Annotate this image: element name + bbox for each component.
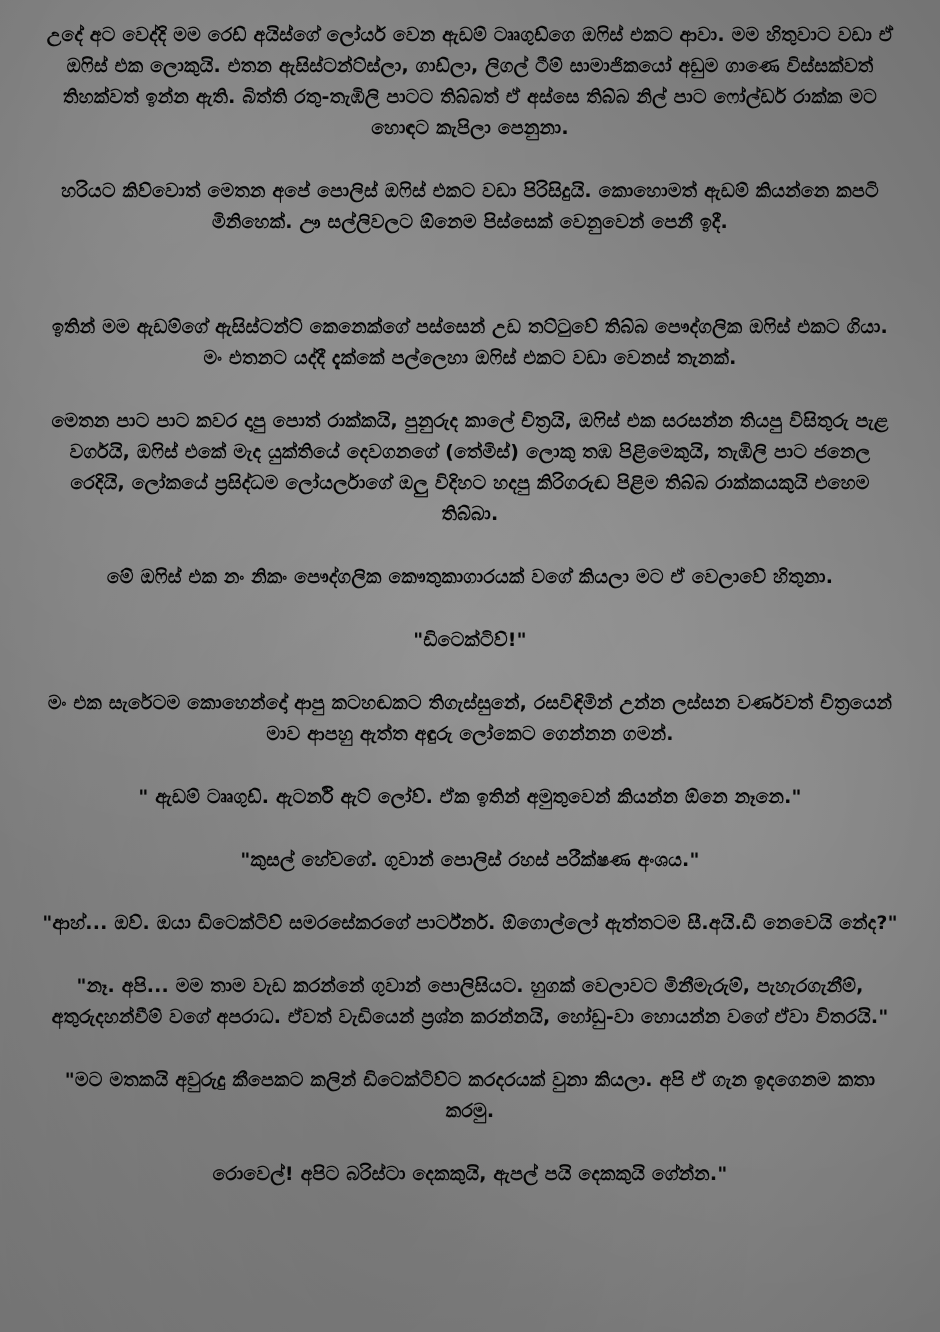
dialogue-kusal-intro: "කුසල් හේවගේ. ගුවාන් පොලිස් රහස් පරීක්ෂණ අංශය.": [240, 849, 700, 871]
dialogue-adam-partner: "ආහ්... ඔව්. ඔයා ඩිටෙක්ටිව් සමරසේකරගේ පාර්ට්නර්. ඕගොල්ලෝ ඇත්තටම සී.අයි.ඩී නෙවෙයි නේද?": [42, 912, 898, 934]
dialogue-kusal-work: "නෑ. අපි... මම තාම වැඩ කරන්නේ ගුවාන් පොලිසියට. හුගක් වෙලාවට මිනීමැරුම්, පැහැරගැනීම්, අතුරුදහන්වීම් වගේ අපරාධ. ඒවත් වැඩියෙන් ප්‍රශ්න කරන්නයි, හෝඩු-වා හොයන්න වගේ ඒවා විතරයි.": [51, 975, 889, 1028]
paragraph-office-decor: මෙතන පාට පාට කවර දාපු පොත් රාක්කයි, පුනුරුද කාලේ චිත්‍රයි, ඔෆිස් එක සරසන්න තියපු විසිතුරු පැළ වර්ගයි, ඔෆිස් එකේ මැද යුක්තියේ දෙවගනගේ (තේමිස්) ලොකු තඹ පිළිමෙකුයි, තැඹිලි පාට ජනෙල රෙදියි, ලෝකයේ ප්‍රසිද්ධම ලෝයර්ලාගේ ඔලු විදිහට හදපු කිරිගරුඬ පිළිම තිබ්බ රාක්කයකුයි එහෙම තිබ්බා.: [51, 410, 889, 525]
dialogue-detective-call: "ඩිටෙක්ටිව්!": [413, 629, 527, 651]
paragraph-private-office: ඉතින් මම ඇඩම්ගේ ඇසිස්ටන්ට් කෙනෙක්ගේ පස්සෙන් උඩ තට්ටුවේ තිබ්බ පෞද්ගලික ඔෆිස් එකට ගියා. මං එතනට යද්දී දැක්කේ පල්ලෙහා ඔෆිස් එකට වඩා වෙනස් තැනක්.: [52, 316, 888, 369]
dialogue-adam-remember: "මට මතකයි අවුරුදු කීපෙකට කලින් ඩිටෙක්ටිව්ට කරදරයක් වුනා කියලා. අපි ඒ ගැන ඉදගෙනම කතා කරමු.: [64, 1069, 876, 1122]
dialogue-adam-order: රොවෙල්! අපිට බරිස්ටා දෙකකුයි, ඇපල් පයි දෙකකුයි ගේන්න.": [212, 1163, 728, 1185]
story-page: [40, 20, 900, 1190]
paragraph-startled: මං එක සැරේටම කොහෙන්දෝ ආපු කටහඬකට තිගැස්සුනේ, රසවිඳිමින් උන්න ලස්සන වර්ණවත් චිත්‍රයෙන් මාව ආපහු ඇත්ත අඳුරු ලෝකෙට ගෙන්නන ගමන්.: [47, 692, 893, 745]
dialogue-adam-intro: " ඇඩම් ටෲගුඩ්. ඇටර්නි ඇට් ලෝව්. ඒක ඉතින් අමුතුවෙන් කියන්න ඕනෙ නෑනෙ.": [138, 786, 802, 808]
paragraph-museum-thought: මේ ඔෆිස් එක නං නිකං පෞද්ගලික කෞතුකාගාරයක් වගේ කියලා මට ඒ වෙලාවේ හිතුනා.: [106, 566, 834, 588]
paragraph-office-clean: හරියට කිව්වොත් මෙතන අපේ පොලිස් ඔෆිස් එකට වඩා පිරිසිදුයි. කොහොමත් ඇඩම් කියන්නෙ කපටි මිනිහෙක්. ඌ සල්ලිවලට ඕනෙම පිස්සෙක් වෙනුවෙන් පෙනී ඉදී.: [61, 180, 879, 233]
paragraph-arrival: උදේ අට වෙද්දි මම රෙඩ් අයිස්ගේ ලෝයර් වෙන ඇඩම් ටෲගුඩ්ගෙ ඔෆිස් එකට ආවා. මම හිතුවාට වඩා ඒ ඔෆිස් එක ලොකුයි. එතන ඇසිස්ටන්ට්ස්ලා, ගාඩ්ලා, ලිගල් ටීම් සාමාජිකයෝ අඩුම ගාණෙ විස්සක්වත් තිහක්වත් ඉන්න ඇති. බිත්ති රතු-තැඹිලි පාටට තිබ්බත් ඒ අස්සෙ තිබ්බ නිල් පාට ෆෝල්ඩර් රාක්ක මට හොඳට කැපිලා පෙනුනා.: [46, 24, 894, 139]
